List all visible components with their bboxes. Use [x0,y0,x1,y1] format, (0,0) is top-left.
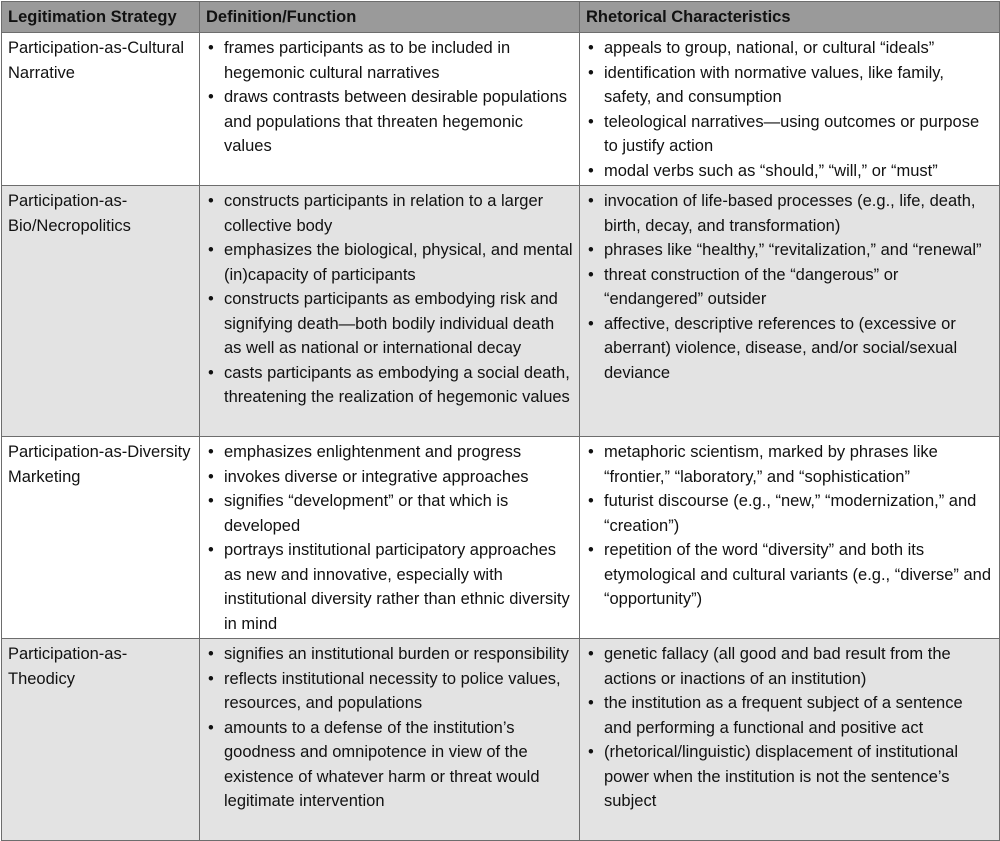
definition-cell [200,639,580,841]
rhetoric-cell [580,33,1000,186]
strategy-cell: Participation-as-Bio/Necropolitics [2,186,200,437]
list-item: • constructs participants in relation to a larger collective body [206,189,573,238]
list-item: • invocation of life-based processes (e.g., life, death, birth, decay, and transformation) [586,189,993,238]
strategy-cell: Participation-as-Diversity Marketing [2,437,200,639]
list-item: • phrases like “healthy,” “revitalization,” and “renewal” [586,238,993,263]
table-row [2,186,1000,437]
list-item: • modal verbs such as “should,” “will,” or “must” [586,159,993,184]
definition-list [206,642,573,814]
header-definition-function: Definition/Function [200,2,580,33]
definition-list [206,440,573,636]
rhetoric-list [586,189,993,385]
list-item: • appeals to group, national, or cultural “ideals” [586,36,993,61]
strategy-cell: Participation-as-Cultural Narrative [2,33,200,186]
rhetoric-cell [580,639,1000,841]
definition-list [206,36,573,159]
rhetoric-list [586,642,993,814]
list-item: • the institution as a frequent subject of a sentence and performing a functional and positive act [586,691,993,740]
list-item: • threat construction of the “dangerous” or “endangered” outsider [586,263,993,312]
list-item: • portrays institutional participatory approaches as new and innovative, especially with institutional diversity rather than ethnic diversity in mind [206,538,573,636]
list-item: • constructs participants as embodying risk and signifying death—both bodily individual death as well as national or international decay [206,287,573,361]
strategy-cell: Participation-as-Theodicy [2,639,200,841]
table-row [2,639,1000,841]
list-item: • repetition of the word “diversity” and both its etymological and cultural variants (e.g., “diverse” and “opportunity”) [586,538,993,612]
list-item: • amounts to a defense of the institution’s goodness and omnipotence in view of the existence of whatever harm or threat would legitimate intervention [206,716,573,814]
definition-list [206,189,573,410]
header-legitimation-strategy: Legitimation Strategy [2,2,200,33]
definition-cell [200,437,580,639]
list-item: • (rhetorical/linguistic) displacement of institutional power when the institution is not the sentence’s subject [586,740,993,814]
list-item: • reflects institutional necessity to police values, resources, and populations [206,667,573,716]
rhetoric-list [586,440,993,612]
list-item: • emphasizes the biological, physical, and mental (in)capacity of participants [206,238,573,287]
list-item: • invokes diverse or integrative approaches [206,465,573,490]
rhetoric-cell [580,186,1000,437]
list-item: • frames participants as to be included in hegemonic cultural narratives [206,36,573,85]
table-row [2,33,1000,186]
definition-cell [200,33,580,186]
rhetoric-cell [580,437,1000,639]
rhetoric-list [586,36,993,183]
list-item: • teleological narratives—using outcomes or purpose to justify action [586,110,993,159]
list-item: • metaphoric scientism, marked by phrases like “frontier,” “laboratory,” and “sophistication” [586,440,993,489]
list-item: • signifies an institutional burden or responsibility [206,642,573,667]
list-item: • futurist discourse (e.g., “new,” “modernization,” and “creation”) [586,489,993,538]
definition-cell [200,186,580,437]
list-item: • draws contrasts between desirable populations and populations that threaten hegemonic values [206,85,573,159]
list-item: • signifies “development” or that which is developed [206,489,573,538]
list-item: • casts participants as embodying a social death, threatening the realization of hegemonic values [206,361,573,410]
table-row [2,437,1000,639]
header-row [2,2,1000,33]
legitimation-strategy-table [1,1,1000,841]
list-item: • identification with normative values, like family, safety, and consumption [586,61,993,110]
list-item: • genetic fallacy (all good and bad result from the actions or inactions of an institution) [586,642,993,691]
header-rhetorical-characteristics: Rhetorical Characteristics [580,2,1000,33]
list-item: • affective, descriptive references to (excessive or aberrant) violence, disease, and/or social/sexual deviance [586,312,993,386]
list-item: • emphasizes enlightenment and progress [206,440,573,465]
